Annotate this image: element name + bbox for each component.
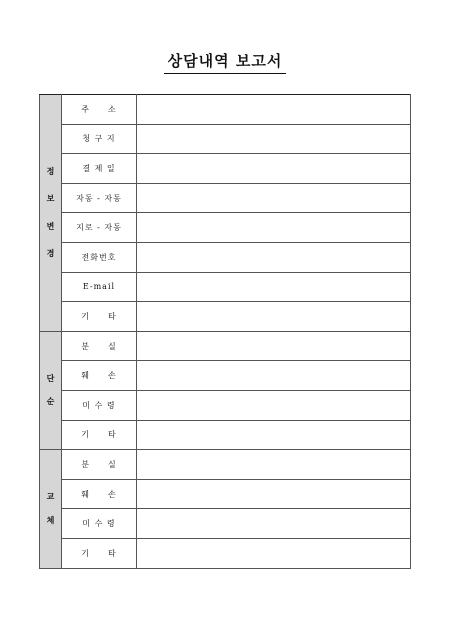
- form-row: [40, 272, 411, 302]
- form-row: [40, 154, 411, 184]
- row-value-field[interactable]: [137, 479, 411, 509]
- row-label: 지로 - 자동: [62, 213, 137, 243]
- form-row: [40, 361, 411, 391]
- row-label: 기 타: [62, 302, 137, 332]
- row-label: 주 소: [62, 95, 137, 125]
- category-info-change: [40, 95, 62, 332]
- row-label: 훼 손: [62, 361, 137, 391]
- row-value-field[interactable]: [137, 331, 411, 361]
- category-char: 보: [46, 193, 55, 204]
- document-title-wrap: [0, 50, 450, 74]
- category-char: 단: [46, 372, 55, 383]
- category-replacement: [40, 450, 62, 568]
- row-value-field[interactable]: [137, 509, 411, 539]
- form-row: [40, 390, 411, 420]
- form-row: [40, 95, 411, 125]
- category-char: 경: [46, 248, 55, 259]
- row-value-field[interactable]: [137, 390, 411, 420]
- form-row: [40, 213, 411, 243]
- row-label: 미 수 령: [62, 509, 137, 539]
- row-value-field[interactable]: [137, 213, 411, 243]
- row-label: 자동 - 자동: [62, 183, 137, 213]
- form-row: [40, 420, 411, 450]
- row-label: 청 구 지: [62, 124, 137, 154]
- row-label: 미 수 령: [62, 390, 137, 420]
- row-value-field[interactable]: [137, 124, 411, 154]
- row-label: 전화번호: [62, 242, 137, 272]
- row-value-field[interactable]: [137, 420, 411, 450]
- row-value-field[interactable]: [137, 183, 411, 213]
- category-char: 변: [46, 220, 55, 231]
- row-value-field[interactable]: [137, 302, 411, 332]
- row-value-field[interactable]: [137, 272, 411, 302]
- row-value-field[interactable]: [137, 242, 411, 272]
- form-row: [40, 538, 411, 568]
- row-label: 분 실: [62, 450, 137, 480]
- row-label: 기 타: [62, 538, 137, 568]
- form-row: [40, 479, 411, 509]
- form-row: [40, 183, 411, 213]
- row-value-field[interactable]: [137, 538, 411, 568]
- row-label: 기 타: [62, 420, 137, 450]
- category-char: 체: [46, 514, 55, 525]
- row-label: 결 제 일: [62, 154, 137, 184]
- form-row: [40, 242, 411, 272]
- form-row: [40, 509, 411, 539]
- category-char: 교: [46, 491, 55, 502]
- row-value-field[interactable]: [137, 450, 411, 480]
- row-value-field[interactable]: [137, 361, 411, 391]
- row-value-field[interactable]: [137, 95, 411, 125]
- form-row: [40, 450, 411, 480]
- row-label: 분 실: [62, 331, 137, 361]
- form-row: [40, 124, 411, 154]
- report-form-table: [39, 94, 411, 569]
- document-title: 상담내역 보고서: [164, 50, 287, 74]
- category-simple: [40, 331, 62, 449]
- form-row: [40, 302, 411, 332]
- category-char: 정: [46, 165, 55, 176]
- row-label: 훼 손: [62, 479, 137, 509]
- row-value-field[interactable]: [137, 154, 411, 184]
- form-row: [40, 331, 411, 361]
- row-label: E-mail: [62, 272, 137, 302]
- category-char: 순: [46, 396, 55, 407]
